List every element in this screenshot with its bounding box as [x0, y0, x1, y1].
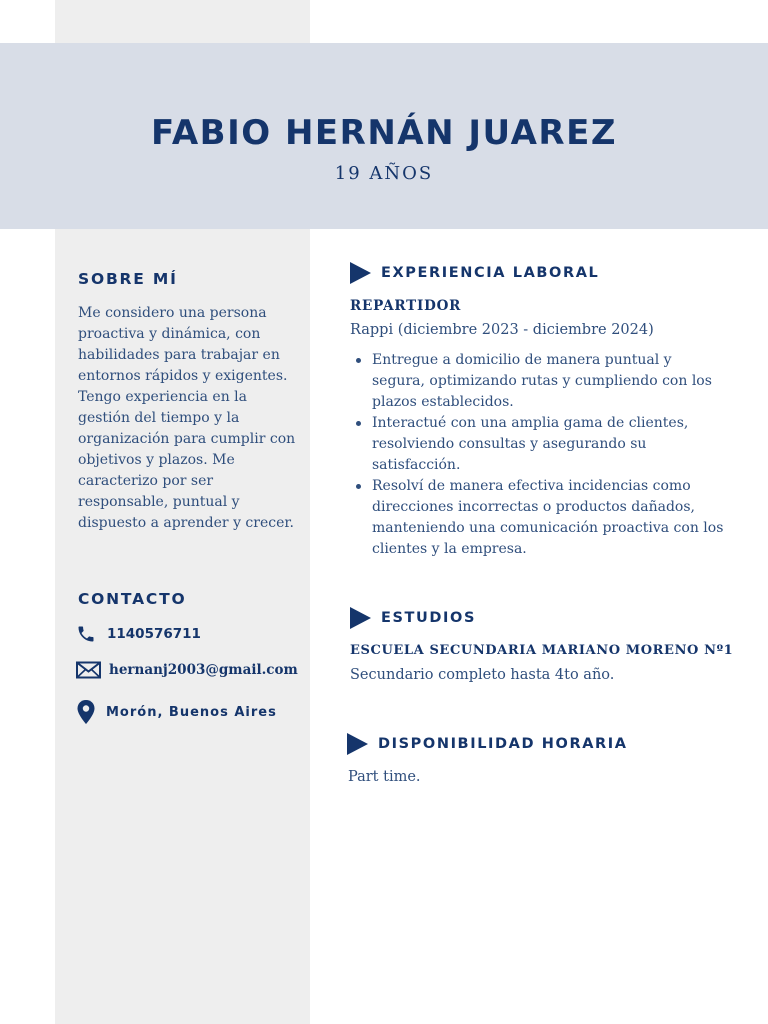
candidate-age: 19 AÑOS — [334, 163, 434, 184]
availability-heading: DISPONIBILIDAD HORARIA — [378, 736, 628, 752]
contact-email — [76, 658, 298, 682]
list-item — [354, 413, 724, 476]
bullet-icon — [356, 484, 361, 489]
bullet-icon — [356, 358, 361, 363]
triangle-arrow-icon — [347, 733, 368, 755]
availability-section-header — [347, 732, 628, 756]
envelope-icon — [76, 661, 101, 679]
contact-phone — [76, 622, 201, 646]
contact-location — [76, 700, 277, 724]
email-address: hernanj2003@gmail.com — [109, 662, 298, 678]
list-item — [354, 476, 724, 560]
about-text: Me considero una persona proactiva y dinámica, con habilidades para trabajar en entornos rápidos y exigentes. Tengo experiencia en la gestión del tiempo y la organización para cumplir con objetivos y plazos. Me caracterizo por ser responsable, puntual y dispuesto a aprender y crecer. — [78, 305, 296, 531]
phone-icon — [76, 624, 96, 644]
triangle-arrow-icon — [350, 262, 371, 284]
duty-text: Resolví de manera efectiva incidencias como direcciones incorrectas o productos dañados, manteniendo una comunicación proactiva con los clientes y la empresa. — [372, 478, 724, 557]
studies-heading: ESTUDIOS — [381, 610, 477, 626]
job-title: REPARTIDOR — [350, 298, 462, 314]
school-detail: Secundario completo hasta 4to año. — [350, 667, 615, 683]
experience-section-header — [350, 261, 599, 285]
availability-text: Part time. — [348, 769, 421, 785]
bullet-icon — [356, 421, 361, 426]
location-text: Morón, Buenos Aires — [106, 704, 277, 720]
studies-section-header — [350, 606, 476, 630]
duty-text: Interactué con una amplia gama de clientes, resolviendo consultas y asegurando su satisfacción. — [372, 415, 689, 473]
phone-number: 1140576711 — [107, 626, 201, 642]
map-pin-icon — [76, 699, 96, 725]
school-name: ESCUELA SECUNDARIA MARIANO MORENO Nº1 — [350, 643, 734, 658]
list-item — [354, 350, 724, 413]
contact-heading: CONTACTO — [78, 590, 187, 608]
triangle-arrow-icon — [350, 607, 371, 629]
candidate-name: FABIO HERNÁN JUAREZ — [151, 113, 617, 153]
job-company: Rappi (diciembre 2023 - diciembre 2024) — [350, 322, 654, 338]
about-heading: SOBRE MÍ — [78, 270, 178, 288]
job-duties-list — [354, 350, 724, 560]
experience-heading: EXPERIENCIA LABORAL — [381, 265, 600, 281]
duty-text: Entregue a domicilio de manera puntual y segura, optimizando rutas y cumpliendo con los plazos establecidos. — [372, 352, 712, 410]
